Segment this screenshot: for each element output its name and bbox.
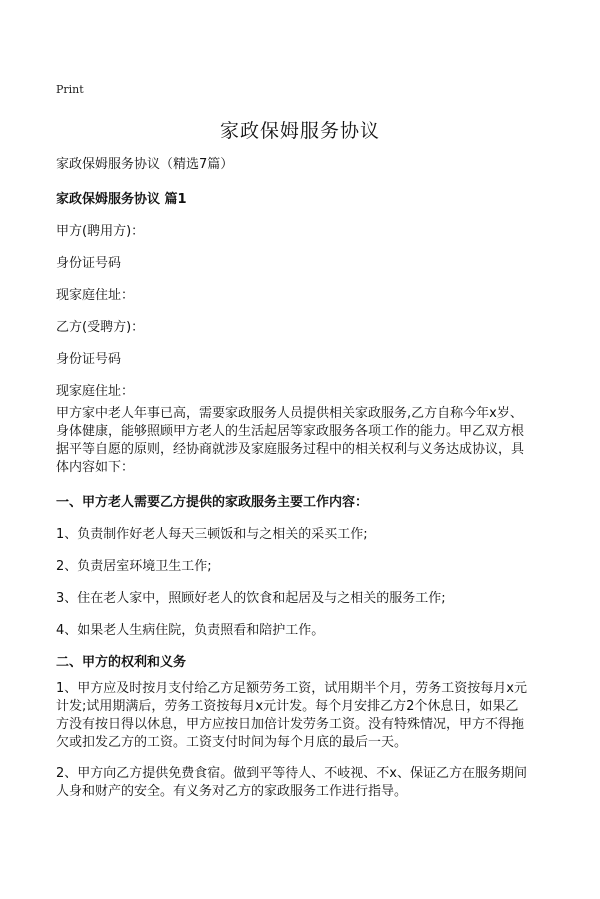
rights-line: 2、甲方向乙方提供免费食宿。做到平等待人、不岐视、不x、保证乙方在服务期间 <box>56 766 527 781</box>
heading-rights: 二、甲方的权利和义务 <box>56 655 187 670</box>
rights-paragraph-1 <box>56 680 552 752</box>
rights-line: 欠或扣发乙方的工资。工资支付时间为每个月底的最后一天。 <box>56 735 408 750</box>
intro-line: 体内容如下： <box>56 460 135 475</box>
duty-item: 2、负责居室环境卫生工作; <box>56 559 212 574</box>
party-a-address-label: 现家庭住址： <box>56 288 135 303</box>
duty-item: 4、如果老人生病住院，负责照看和陪护工作。 <box>56 623 325 638</box>
heading-duties: 一、甲方老人需要乙方提供的家政服务主要工作内容： <box>56 495 369 510</box>
party-b-label: 乙方(受聘方)： <box>56 320 145 335</box>
party-b-address-label: 现家庭住址： <box>56 384 135 399</box>
print-label: Print <box>56 83 84 96</box>
rights-line: 计发;试用期满后，劳务工资按每月x元计发。每个月安排乙方2个休息日，如果乙 <box>56 699 519 714</box>
intro-paragraph <box>56 405 552 477</box>
intro-line: 身体健康，能够照顾甲方老人的生活起居等家政服务各项工作的能力。甲乙双方根 <box>56 424 525 439</box>
section-heading: 家政保姆服务协议 篇1 <box>56 192 187 207</box>
party-a-id-label: 身份证号码 <box>56 256 122 271</box>
duty-item: 1、负责制作好老人每天三顿饭和与之相关的采买工作; <box>56 527 368 542</box>
intro-line: 甲方家中老人年事已高，需要家政服务人员提供相关家政服务,乙方自称今年x岁、 <box>56 406 523 421</box>
rights-line: 人身和财产的安全。有义务对乙方的家政服务工作进行指导。 <box>56 784 408 799</box>
document-subtitle: 家政保姆服务协议（精选7篇） <box>56 157 234 172</box>
rights-paragraph-2 <box>56 765 552 801</box>
party-b-id-label: 身份证号码 <box>56 352 122 367</box>
rights-line: 方没有按日得以休息，甲方应按日加倍计发劳务工资。没有特殊情况，甲方不得拖 <box>56 717 525 732</box>
intro-line: 据平等自愿的原则，经协商就涉及家庭服务过程中的相关权利与义务达成协议，具 <box>56 442 525 457</box>
duty-item: 3、住在老人家中，照顾好老人的饮食和起居及与之相关的服务工作; <box>56 591 446 606</box>
rights-line: 1、甲方应及时按月支付给乙方足额劳务工资，试用期半个月，劳务工资按每月x元 <box>56 681 527 696</box>
party-a-label: 甲方(聘用方)： <box>56 224 145 239</box>
document-title: 家政保姆服务协议 <box>219 120 380 142</box>
